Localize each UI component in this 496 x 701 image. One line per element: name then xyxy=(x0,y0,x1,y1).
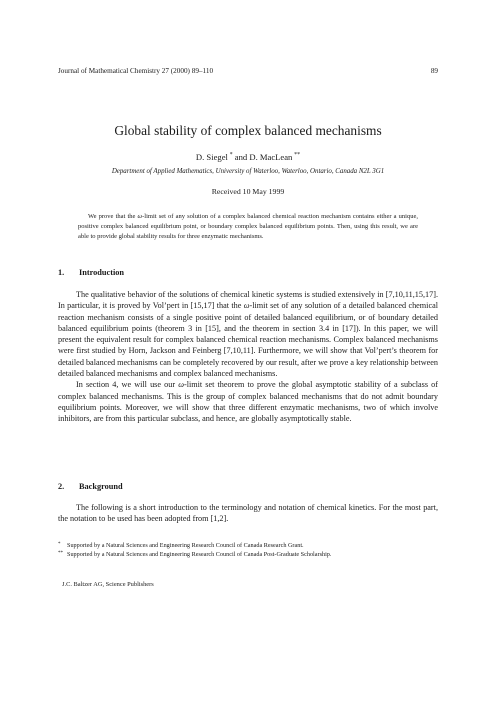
intro-p1-text-rest: -limit set of any solution of a detailed balanced chemical reaction mechanism consists of a single positive point of detailed balanced equilibrium, or of boundary detailed balanced equilibrium points (theorem 3 in [15], and the theorem in section 3.4 in [17]). In this paper, we will present the equivalent result for complex balanced chemical reaction mechanisms. Complex balanced mechanisms were first studied by Horn, Jackson and Feinberg [7,10,11]. Furthermore, we will show that Vol’pert’s theorem for detailed balanced mechanisms can be completely recovered by our result, after we prove a key relationship between detailed balanced mechanisms and complex balanced mechanisms. xyxy=(58,301,438,379)
paper-title: Global stability of complex balanced mechanisms xyxy=(114,123,382,138)
background-paragraph-1: The following is a short introduction to the terminology and notation of chemical kinetics. For the most part, the notation to be used has been adopted from [1,2]. xyxy=(58,503,438,524)
introduction-body xyxy=(58,289,438,425)
section-number: 1. xyxy=(58,268,65,277)
section-heading-background xyxy=(58,482,123,492)
section-title: Background xyxy=(79,482,123,491)
omega-symbol: ω xyxy=(178,380,184,390)
section-title: Introduction xyxy=(79,268,125,277)
publisher-line: J.C. Baltzer AG, Science Publishers xyxy=(62,581,154,588)
section-heading-introduction xyxy=(58,268,124,278)
footnote-text: Supported by a Natural Sciences and Engineering Research Council of Canada Research Grant. xyxy=(67,542,304,549)
background-body xyxy=(58,502,438,525)
author-conjunction: and xyxy=(234,152,248,162)
footnotes xyxy=(58,542,438,559)
author-siegel: D. Siegel xyxy=(195,152,228,162)
abstract-text-start: We prove that the xyxy=(88,213,138,220)
footnote-mark: * xyxy=(58,542,61,547)
omega-symbol: ω xyxy=(137,213,143,220)
abstract-paragraph xyxy=(78,212,418,241)
author-maclean-footnote-mark: ** xyxy=(294,152,301,159)
footnote-mark: ** xyxy=(58,550,63,556)
page-number: 89 xyxy=(430,67,438,75)
section-number: 2. xyxy=(58,482,65,491)
author-maclean: D. MacLean xyxy=(249,152,293,162)
footnote-2 xyxy=(58,551,438,560)
abstract-text-rest: -limit set of any solution of a complex balanced chemical reaction mechanism contains either a unique, positive complex balanced equilibrium point, or boundary complex balanced equilibrium points. Then, using this result, we are able to provide global stability results for three enzymatic mechanisms. xyxy=(78,213,418,240)
intro-p2-text-rest: -limit set theorem to prove the global asymptotic stability of a subclass of complex balanced mechanisms. This is the group of complex balanced mechanisms that do not admit boundary equilibrium points. Moreover, we will show that three different enzymatic mechanisms, two of which involve inhibitors, are from this particular subclass, and hence, are globally asymptotically stable. xyxy=(58,380,439,424)
received-date: Received 10 May 1999 xyxy=(211,187,285,196)
affiliation: Department of Applied Mathematics, University of Waterloo, Waterloo, Ontario, Canada N2L 3G1 xyxy=(111,168,385,175)
footnote-text: Supported by a Natural Sciences and Engineering Research Council of Canada Post-Graduate Scholarship. xyxy=(67,550,332,558)
intro-p2-text-start: In section 4, we will use our xyxy=(76,380,179,390)
author-line xyxy=(0,152,496,162)
author-siegel-footnote-mark: * xyxy=(229,152,233,159)
intro-paragraph-2 xyxy=(58,379,438,424)
intro-paragraph-1 xyxy=(58,289,438,379)
omega-symbol: ω xyxy=(243,301,250,311)
footnote-1 xyxy=(58,542,438,551)
intro-p1-text-start: The qualitative behavior of the solutions of chemical kinetic systems is studied extensively in [7,10,11,15,17]. In particular, it is proved by Vol’pert in [15,17] that the xyxy=(58,290,438,311)
abstract xyxy=(78,212,418,241)
journal-citation: Journal of Mathematical Chemistry 27 (2000) 89–110 xyxy=(58,67,214,75)
